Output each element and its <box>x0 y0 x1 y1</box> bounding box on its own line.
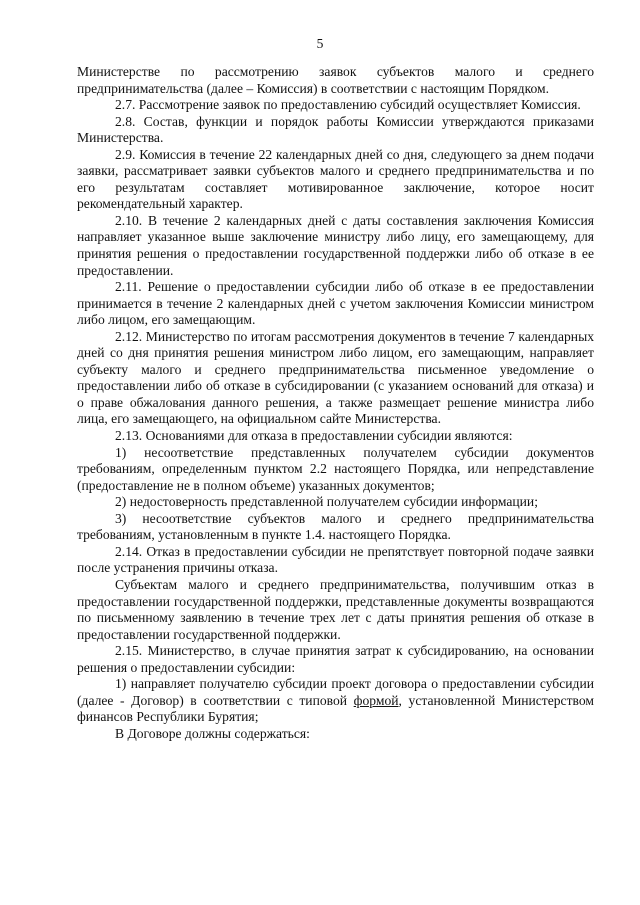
agreement-text-before: 1) направляет получателю субсидии проект договора о предоставлении субсидии (далее - Договор) в соответствии с типовой <box>77 676 594 708</box>
paragraph-2-11: 2.11. Решение о предоставлении субсидии либо об отказе в ее предоставлении принимается в течение 2 календарных дней с учетом заключения Комиссии министром либо лицом, его замещающим. <box>77 279 594 328</box>
list-item-agreement <box>77 676 594 726</box>
paragraph-2-10: 2.10. В течение 2 календарных дней с даты составления заключения Комиссия направляет указанное выше заключение министру либо лицу, его замещающему, для принятия решения о предоставлении государственной поддержки либо об отказе в ее предоставлении. <box>77 212 594 278</box>
document-body <box>77 64 594 742</box>
paragraph-2-15: 2.15. Министерство, в случае принятия затрат к субсидированию, на основании решения о предоставлении субсидии: <box>77 643 594 675</box>
paragraph-2-14: 2.14. Отказ в предоставлении субсидии не препятствует повторной подаче заявки после устранения причины отказа. <box>77 543 594 576</box>
paragraph-2-12: 2.12. Министерство по итогам рассмотрения документов в течение 7 календарных дней со дня принятия решения министром либо лицом, его замещающим, направляет субъекту малого и среднего предпринимательства письменное уведомление о предоставлении либо об отказе в субсидировании (с указанием оснований для отказа) и о праве обжалования данного решения, а также размещает решение министра либо лица, его замещающего, на официальном сайте Министерства. <box>77 328 594 427</box>
list-item-2: 2) недостоверность представленной получателем субсидии информации; <box>115 494 538 510</box>
paragraph-agreement-contents: В Договоре должны содержаться: <box>115 725 310 741</box>
list-item-3: 3) несоответствие субъектов малого и среднего предпринимательства требованиям, установленным в пункте 1.4. настоящего Порядка. <box>77 510 594 543</box>
paragraph-2-7: 2.7. Рассмотрение заявок по предоставлению субсидий осуществляет Комиссия. <box>115 97 581 113</box>
paragraph-2-8: 2.8. Состав, функции и порядок работы Комиссии утверждаются приказами Министерства. <box>77 113 594 146</box>
page-number: 5 <box>316 36 324 51</box>
paragraph-2-13: 2.13. Основаниями для отказа в предоставлении субсидии являются: <box>115 428 513 444</box>
paragraph: Министерстве по рассмотрению заявок субъектов малого и среднего предпринимательства (далее – Комиссия) в соответствии с настоящим Порядком. <box>77 64 594 96</box>
agreement-text-after: , установленной Министерством финансов Республики Бурятия; <box>77 692 594 725</box>
list-item-1: 1) несоответствие представленных получателем субсидии документов требованиям, определенным пунктом 2.2 настоящего Порядка, или непредставление (предоставление не в полном объеме) указанных документов; <box>77 444 594 493</box>
paragraph-2-9: 2.9. Комиссия в течение 22 календарных дней со дня, следующего за днем подачи заявки, рассматривает заявки субъектов малого и среднего предпринимательства и по его результатам составляет мотивированное заключение, которое носит рекомендательный характер. <box>77 146 594 212</box>
paragraph-return-documents: Субъектам малого и среднего предпринимательства, получившим отказ в предоставлении государственной поддержки, представленные документы возвращаются по письменному заявлению в течение трех лет с даты принятия решения об отказе в предоставлении государственной поддержки. <box>77 576 594 642</box>
form-link[interactable]: формой <box>353 692 399 708</box>
